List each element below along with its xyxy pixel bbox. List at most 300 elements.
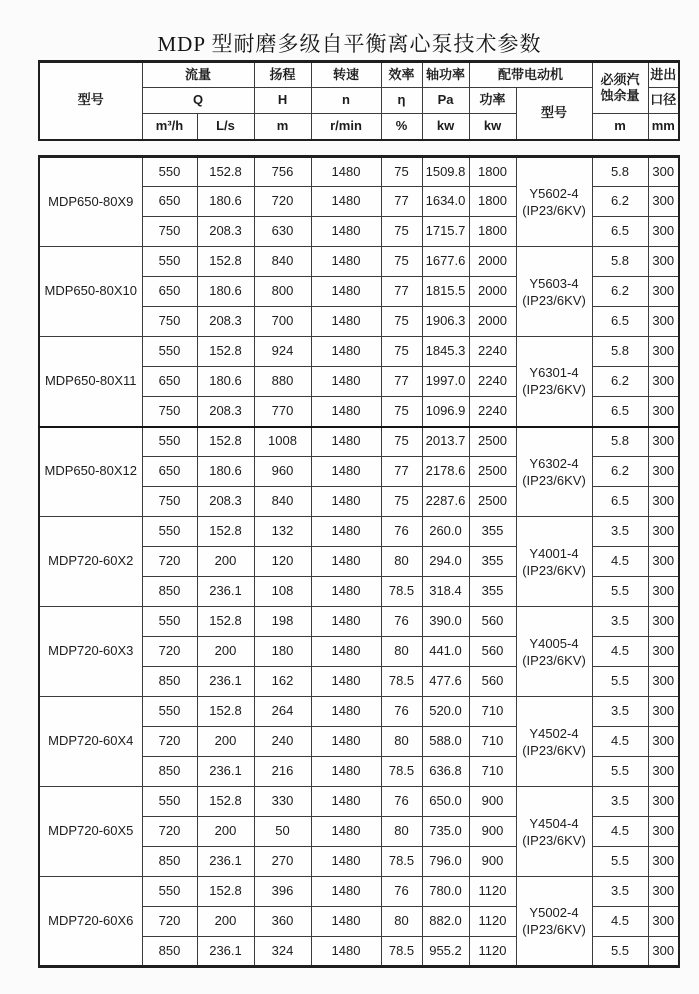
shaft-power-cell: 2013.7 bbox=[422, 427, 469, 457]
shaft-power-cell: 1906.3 bbox=[422, 307, 469, 337]
motor-power-cell: 1120 bbox=[469, 877, 516, 907]
speed-cell: 1480 bbox=[311, 727, 381, 757]
npsh-cell: 3.5 bbox=[592, 787, 648, 817]
efficiency-cell: 75 bbox=[381, 397, 422, 427]
header-npsh-unit: m bbox=[592, 114, 648, 140]
npsh-cell: 6.2 bbox=[592, 187, 648, 217]
head-cell: 924 bbox=[254, 337, 311, 367]
efficiency-cell: 75 bbox=[381, 487, 422, 517]
motor-model-line2: (IP23/6KV) bbox=[522, 203, 586, 218]
port-cell: 300 bbox=[648, 187, 679, 217]
table-row bbox=[39, 877, 679, 907]
flow-ls-cell: 200 bbox=[197, 817, 254, 847]
flow-ls-cell: 200 bbox=[197, 637, 254, 667]
flow-ls-cell: 208.3 bbox=[197, 307, 254, 337]
head-cell: 180 bbox=[254, 637, 311, 667]
flow-ls-cell: 152.8 bbox=[197, 247, 254, 277]
motor-power-cell: 560 bbox=[469, 667, 516, 697]
flow-ls-cell: 200 bbox=[197, 727, 254, 757]
table-row bbox=[39, 247, 679, 277]
port-cell: 300 bbox=[648, 277, 679, 307]
flow-ls-cell: 152.8 bbox=[197, 337, 254, 367]
header-npsh-line1: 必须汽 bbox=[600, 72, 640, 87]
flow-m3h-cell: 850 bbox=[142, 577, 197, 607]
flow-m3h-cell: 850 bbox=[142, 937, 197, 967]
speed-cell: 1480 bbox=[311, 817, 381, 847]
port-cell: 300 bbox=[648, 637, 679, 667]
npsh-cell: 3.5 bbox=[592, 697, 648, 727]
npsh-cell: 4.5 bbox=[592, 907, 648, 937]
flow-ls-cell: 152.8 bbox=[197, 157, 254, 187]
flow-m3h-cell: 750 bbox=[142, 397, 197, 427]
shaft-power-cell: 318.4 bbox=[422, 577, 469, 607]
efficiency-cell: 78.5 bbox=[381, 667, 422, 697]
shaft-power-cell: 796.0 bbox=[422, 847, 469, 877]
header-motor-power-unit: kw bbox=[469, 114, 516, 140]
shaft-power-cell: 2178.6 bbox=[422, 457, 469, 487]
motor-power-cell: 900 bbox=[469, 817, 516, 847]
efficiency-cell: 77 bbox=[381, 187, 422, 217]
motor-power-cell: 560 bbox=[469, 637, 516, 667]
speed-cell: 1480 bbox=[311, 397, 381, 427]
port-cell: 300 bbox=[648, 157, 679, 187]
motor-power-cell: 2000 bbox=[469, 277, 516, 307]
motor-model-line1: Y4001-4 bbox=[529, 545, 579, 561]
header-shaft-power: 轴功率 bbox=[422, 62, 469, 88]
efficiency-cell: 78.5 bbox=[381, 847, 422, 877]
table-row bbox=[39, 517, 679, 547]
head-cell: 264 bbox=[254, 697, 311, 727]
npsh-cell: 5.5 bbox=[592, 667, 648, 697]
npsh-cell: 5.5 bbox=[592, 937, 648, 967]
npsh-cell: 4.5 bbox=[592, 727, 648, 757]
motor-power-cell: 900 bbox=[469, 787, 516, 817]
spec-table-body bbox=[38, 155, 680, 968]
motor-model-cell bbox=[516, 697, 592, 787]
header-port-unit: mm bbox=[648, 114, 679, 140]
npsh-cell: 4.5 bbox=[592, 547, 648, 577]
port-cell: 300 bbox=[648, 607, 679, 637]
npsh-cell: 5.5 bbox=[592, 577, 648, 607]
flow-m3h-cell: 550 bbox=[142, 247, 197, 277]
pump-model-cell: MDP720-60X5 bbox=[39, 787, 142, 877]
head-cell: 270 bbox=[254, 847, 311, 877]
flow-ls-cell: 152.8 bbox=[197, 877, 254, 907]
port-cell: 300 bbox=[648, 757, 679, 787]
shaft-power-cell: 1509.8 bbox=[422, 157, 469, 187]
flow-m3h-cell: 550 bbox=[142, 787, 197, 817]
flow-m3h-cell: 550 bbox=[142, 157, 197, 187]
speed-cell: 1480 bbox=[311, 907, 381, 937]
motor-power-cell: 355 bbox=[469, 577, 516, 607]
head-cell: 630 bbox=[254, 217, 311, 247]
efficiency-cell: 80 bbox=[381, 907, 422, 937]
shaft-power-cell: 780.0 bbox=[422, 877, 469, 907]
motor-power-cell: 1800 bbox=[469, 187, 516, 217]
efficiency-cell: 75 bbox=[381, 337, 422, 367]
efficiency-cell: 75 bbox=[381, 247, 422, 277]
motor-model-line1: Y4502-4 bbox=[529, 725, 579, 741]
header-npsh-line2: 蚀余量 bbox=[600, 88, 640, 103]
port-cell: 300 bbox=[648, 397, 679, 427]
flow-ls-cell: 200 bbox=[197, 907, 254, 937]
flow-m3h-cell: 850 bbox=[142, 757, 197, 787]
shaft-power-cell: 1997.0 bbox=[422, 367, 469, 397]
motor-model-cell bbox=[516, 157, 592, 247]
head-cell: 720 bbox=[254, 187, 311, 217]
motor-model-cell bbox=[516, 877, 592, 967]
motor-power-cell: 560 bbox=[469, 607, 516, 637]
head-cell: 330 bbox=[254, 787, 311, 817]
motor-model-line2: (IP23/6KV) bbox=[522, 382, 586, 398]
motor-model-line2: (IP23/6KV) bbox=[522, 652, 586, 668]
motor-model-cell bbox=[516, 607, 592, 697]
shaft-power-cell: 636.8 bbox=[422, 757, 469, 787]
efficiency-cell: 76 bbox=[381, 787, 422, 817]
header-flow-symbol: Q bbox=[142, 88, 254, 114]
table-row bbox=[39, 337, 679, 367]
header-flow-unit-m3h: m³/h bbox=[142, 114, 197, 140]
table-row bbox=[39, 697, 679, 727]
shaft-power-cell: 1677.6 bbox=[422, 247, 469, 277]
efficiency-cell: 78.5 bbox=[381, 757, 422, 787]
efficiency-cell: 75 bbox=[381, 217, 422, 247]
motor-power-cell: 900 bbox=[469, 847, 516, 877]
table-row bbox=[39, 607, 679, 637]
flow-m3h-cell: 850 bbox=[142, 667, 197, 697]
motor-model-line1: Y5603-4 bbox=[529, 275, 579, 291]
npsh-cell: 5.8 bbox=[592, 427, 648, 457]
flow-ls-cell: 152.8 bbox=[197, 427, 254, 457]
speed-cell: 1480 bbox=[311, 637, 381, 667]
flow-m3h-cell: 650 bbox=[142, 457, 197, 487]
port-cell: 300 bbox=[648, 697, 679, 727]
efficiency-cell: 76 bbox=[381, 697, 422, 727]
shaft-power-cell: 260.0 bbox=[422, 517, 469, 547]
flow-ls-cell: 180.6 bbox=[197, 367, 254, 397]
efficiency-cell: 80 bbox=[381, 817, 422, 847]
shaft-power-cell: 1634.0 bbox=[422, 187, 469, 217]
header-speed-symbol: n bbox=[311, 88, 381, 114]
speed-cell: 1480 bbox=[311, 337, 381, 367]
port-cell: 300 bbox=[648, 307, 679, 337]
motor-model-line2: (IP23/6KV) bbox=[522, 472, 586, 488]
speed-cell: 1480 bbox=[311, 547, 381, 577]
flow-m3h-cell: 650 bbox=[142, 367, 197, 397]
head-cell: 120 bbox=[254, 547, 311, 577]
flow-m3h-cell: 650 bbox=[142, 187, 197, 217]
header-efficiency: 效率 bbox=[381, 62, 422, 88]
motor-power-cell: 1800 bbox=[469, 217, 516, 247]
motor-model-cell bbox=[516, 337, 592, 427]
flow-ls-cell: 208.3 bbox=[197, 217, 254, 247]
speed-cell: 1480 bbox=[311, 937, 381, 967]
header-speed-unit: r/min bbox=[311, 114, 381, 140]
port-cell: 300 bbox=[648, 427, 679, 457]
flow-ls-cell: 152.8 bbox=[197, 607, 254, 637]
motor-power-cell: 2500 bbox=[469, 487, 516, 517]
npsh-cell: 6.5 bbox=[592, 487, 648, 517]
motor-model-line1: Y6301-4 bbox=[529, 365, 579, 381]
port-cell: 300 bbox=[648, 547, 679, 577]
port-cell: 300 bbox=[648, 487, 679, 517]
flow-m3h-cell: 750 bbox=[142, 307, 197, 337]
speed-cell: 1480 bbox=[311, 367, 381, 397]
efficiency-cell: 75 bbox=[381, 157, 422, 187]
port-cell: 300 bbox=[648, 937, 679, 967]
efficiency-cell: 75 bbox=[381, 427, 422, 457]
header-row-1 bbox=[39, 62, 679, 88]
pump-model-cell: MDP650-80X12 bbox=[39, 427, 142, 517]
shaft-power-cell: 588.0 bbox=[422, 727, 469, 757]
speed-cell: 1480 bbox=[311, 787, 381, 817]
motor-power-cell: 2500 bbox=[469, 427, 516, 457]
flow-ls-cell: 208.3 bbox=[197, 487, 254, 517]
efficiency-cell: 77 bbox=[381, 457, 422, 487]
pump-model-cell: MDP720-60X2 bbox=[39, 517, 142, 607]
header-head-unit: m bbox=[254, 114, 311, 140]
flow-m3h-cell: 720 bbox=[142, 637, 197, 667]
port-cell: 300 bbox=[648, 727, 679, 757]
efficiency-cell: 78.5 bbox=[381, 937, 422, 967]
motor-power-cell: 710 bbox=[469, 697, 516, 727]
motor-power-cell: 710 bbox=[469, 757, 516, 787]
shaft-power-cell: 735.0 bbox=[422, 817, 469, 847]
flow-m3h-cell: 750 bbox=[142, 487, 197, 517]
head-cell: 360 bbox=[254, 907, 311, 937]
flow-m3h-cell: 550 bbox=[142, 427, 197, 457]
speed-cell: 1480 bbox=[311, 217, 381, 247]
shaft-power-cell: 1815.5 bbox=[422, 277, 469, 307]
head-cell: 700 bbox=[254, 307, 311, 337]
motor-power-cell: 2000 bbox=[469, 307, 516, 337]
speed-cell: 1480 bbox=[311, 157, 381, 187]
pump-model-cell: MDP720-60X6 bbox=[39, 877, 142, 967]
motor-model-line2: (IP23/6KV) bbox=[522, 562, 586, 578]
flow-m3h-cell: 720 bbox=[142, 907, 197, 937]
speed-cell: 1480 bbox=[311, 277, 381, 307]
npsh-cell: 5.5 bbox=[592, 847, 648, 877]
efficiency-cell: 80 bbox=[381, 547, 422, 577]
speed-cell: 1480 bbox=[311, 757, 381, 787]
header-efficiency-unit: % bbox=[381, 114, 422, 140]
port-cell: 300 bbox=[648, 247, 679, 277]
npsh-cell: 3.5 bbox=[592, 877, 648, 907]
head-cell: 396 bbox=[254, 877, 311, 907]
header-motor-model: 型号 bbox=[516, 88, 592, 140]
flow-m3h-cell: 550 bbox=[142, 517, 197, 547]
shaft-power-cell: 1096.9 bbox=[422, 397, 469, 427]
speed-cell: 1480 bbox=[311, 607, 381, 637]
speed-cell: 1480 bbox=[311, 247, 381, 277]
efficiency-cell: 75 bbox=[381, 307, 422, 337]
efficiency-cell: 80 bbox=[381, 637, 422, 667]
speed-cell: 1480 bbox=[311, 667, 381, 697]
head-cell: 840 bbox=[254, 247, 311, 277]
motor-model-line2: (IP23/6KV) bbox=[522, 922, 586, 937]
efficiency-cell: 78.5 bbox=[381, 577, 422, 607]
efficiency-cell: 80 bbox=[381, 727, 422, 757]
shaft-power-cell: 441.0 bbox=[422, 637, 469, 667]
speed-cell: 1480 bbox=[311, 517, 381, 547]
head-cell: 324 bbox=[254, 937, 311, 967]
shaft-power-cell: 1715.7 bbox=[422, 217, 469, 247]
flow-ls-cell: 152.8 bbox=[197, 787, 254, 817]
motor-model-line1: Y4504-4 bbox=[529, 815, 579, 831]
motor-power-cell: 2500 bbox=[469, 457, 516, 487]
motor-model-cell bbox=[516, 787, 592, 877]
motor-model-line1: Y5002-4 bbox=[529, 905, 579, 920]
head-cell: 756 bbox=[254, 157, 311, 187]
port-cell: 300 bbox=[648, 457, 679, 487]
efficiency-cell: 77 bbox=[381, 277, 422, 307]
motor-power-cell: 2240 bbox=[469, 337, 516, 367]
npsh-cell: 6.5 bbox=[592, 307, 648, 337]
shaft-power-cell: 1845.3 bbox=[422, 337, 469, 367]
shaft-power-cell: 390.0 bbox=[422, 607, 469, 637]
flow-m3h-cell: 550 bbox=[142, 337, 197, 367]
flow-ls-cell: 208.3 bbox=[197, 397, 254, 427]
flow-ls-cell: 180.6 bbox=[197, 457, 254, 487]
speed-cell: 1480 bbox=[311, 427, 381, 457]
flow-ls-cell: 200 bbox=[197, 547, 254, 577]
port-cell: 300 bbox=[648, 817, 679, 847]
efficiency-cell: 76 bbox=[381, 517, 422, 547]
head-cell: 198 bbox=[254, 607, 311, 637]
table-row bbox=[39, 157, 679, 187]
spec-table-header bbox=[38, 60, 680, 141]
header-flow-unit-ls: L/s bbox=[197, 114, 254, 140]
speed-cell: 1480 bbox=[311, 487, 381, 517]
speed-cell: 1480 bbox=[311, 877, 381, 907]
efficiency-cell: 77 bbox=[381, 367, 422, 397]
flow-m3h-cell: 550 bbox=[142, 607, 197, 637]
header-efficiency-symbol: η bbox=[381, 88, 422, 114]
flow-ls-cell: 236.1 bbox=[197, 847, 254, 877]
motor-model-cell bbox=[516, 427, 592, 517]
motor-model-cell bbox=[516, 247, 592, 337]
port-cell: 300 bbox=[648, 847, 679, 877]
shaft-power-cell: 294.0 bbox=[422, 547, 469, 577]
head-cell: 50 bbox=[254, 817, 311, 847]
flow-ls-cell: 152.8 bbox=[197, 517, 254, 547]
motor-model-line2: (IP23/6KV) bbox=[522, 292, 586, 308]
port-cell: 300 bbox=[648, 577, 679, 607]
motor-power-cell: 355 bbox=[469, 517, 516, 547]
header-speed: 转速 bbox=[311, 62, 381, 88]
flow-m3h-cell: 550 bbox=[142, 697, 197, 727]
shaft-power-cell: 477.6 bbox=[422, 667, 469, 697]
shaft-power-cell: 520.0 bbox=[422, 697, 469, 727]
flow-m3h-cell: 720 bbox=[142, 817, 197, 847]
npsh-cell: 3.5 bbox=[592, 517, 648, 547]
motor-model-line1: Y5602-4 bbox=[529, 186, 579, 201]
pump-model-cell: MDP650-80X11 bbox=[39, 337, 142, 427]
port-cell: 300 bbox=[648, 877, 679, 907]
pump-model-cell: MDP720-60X3 bbox=[39, 607, 142, 697]
header-port-line2: 口径 bbox=[648, 88, 679, 114]
motor-power-cell: 1120 bbox=[469, 937, 516, 967]
flow-m3h-cell: 850 bbox=[142, 847, 197, 877]
motor-power-cell: 2000 bbox=[469, 247, 516, 277]
npsh-cell: 6.5 bbox=[592, 397, 648, 427]
head-cell: 800 bbox=[254, 277, 311, 307]
port-cell: 300 bbox=[648, 787, 679, 817]
motor-model-line1: Y6302-4 bbox=[529, 455, 579, 471]
flow-ls-cell: 236.1 bbox=[197, 757, 254, 787]
efficiency-cell: 76 bbox=[381, 877, 422, 907]
head-cell: 240 bbox=[254, 727, 311, 757]
npsh-cell: 6.2 bbox=[592, 367, 648, 397]
head-cell: 960 bbox=[254, 457, 311, 487]
port-cell: 300 bbox=[648, 337, 679, 367]
motor-model-cell bbox=[516, 517, 592, 607]
port-cell: 300 bbox=[648, 907, 679, 937]
flow-m3h-cell: 720 bbox=[142, 547, 197, 577]
flow-ls-cell: 180.6 bbox=[197, 277, 254, 307]
npsh-cell: 6.2 bbox=[592, 457, 648, 487]
head-cell: 108 bbox=[254, 577, 311, 607]
motor-model-line1: Y4005-4 bbox=[529, 635, 579, 651]
motor-power-cell: 2240 bbox=[469, 367, 516, 397]
head-cell: 162 bbox=[254, 667, 311, 697]
flow-ls-cell: 180.6 bbox=[197, 187, 254, 217]
header-motor: 配带电动机 bbox=[469, 62, 592, 88]
npsh-cell: 3.5 bbox=[592, 607, 648, 637]
head-cell: 880 bbox=[254, 367, 311, 397]
pump-model-cell: MDP650-80X10 bbox=[39, 247, 142, 337]
efficiency-cell: 76 bbox=[381, 607, 422, 637]
npsh-cell: 5.8 bbox=[592, 247, 648, 277]
port-cell: 300 bbox=[648, 217, 679, 247]
flow-m3h-cell: 550 bbox=[142, 877, 197, 907]
header-model: 型号 bbox=[39, 62, 142, 140]
speed-cell: 1480 bbox=[311, 697, 381, 727]
npsh-cell: 6.5 bbox=[592, 217, 648, 247]
port-cell: 300 bbox=[648, 667, 679, 697]
header-head-symbol: H bbox=[254, 88, 311, 114]
flow-ls-cell: 236.1 bbox=[197, 577, 254, 607]
npsh-cell: 5.8 bbox=[592, 157, 648, 187]
flow-m3h-cell: 750 bbox=[142, 217, 197, 247]
page-title: MDP 型耐磨多级自平衡离心泵技术参数 bbox=[157, 32, 542, 56]
table-row bbox=[39, 427, 679, 457]
motor-power-cell: 2240 bbox=[469, 397, 516, 427]
header-npsh bbox=[592, 62, 648, 114]
speed-cell: 1480 bbox=[311, 457, 381, 487]
speed-cell: 1480 bbox=[311, 577, 381, 607]
npsh-cell: 4.5 bbox=[592, 637, 648, 667]
header-motor-power: 功率 bbox=[469, 88, 516, 114]
motor-power-cell: 710 bbox=[469, 727, 516, 757]
motor-model-line2: (IP23/6KV) bbox=[522, 832, 586, 848]
motor-power-cell: 355 bbox=[469, 547, 516, 577]
header-flow: 流量 bbox=[142, 62, 254, 88]
speed-cell: 1480 bbox=[311, 187, 381, 217]
port-cell: 300 bbox=[648, 517, 679, 547]
shaft-power-cell: 955.2 bbox=[422, 937, 469, 967]
npsh-cell: 5.8 bbox=[592, 337, 648, 367]
npsh-cell: 4.5 bbox=[592, 817, 648, 847]
motor-power-cell: 1120 bbox=[469, 907, 516, 937]
head-cell: 770 bbox=[254, 397, 311, 427]
head-cell: 1008 bbox=[254, 427, 311, 457]
header-head: 扬程 bbox=[254, 62, 311, 88]
port-cell: 300 bbox=[648, 367, 679, 397]
shaft-power-cell: 2287.6 bbox=[422, 487, 469, 517]
motor-model-line2: (IP23/6KV) bbox=[522, 742, 586, 758]
flow-m3h-cell: 720 bbox=[142, 727, 197, 757]
